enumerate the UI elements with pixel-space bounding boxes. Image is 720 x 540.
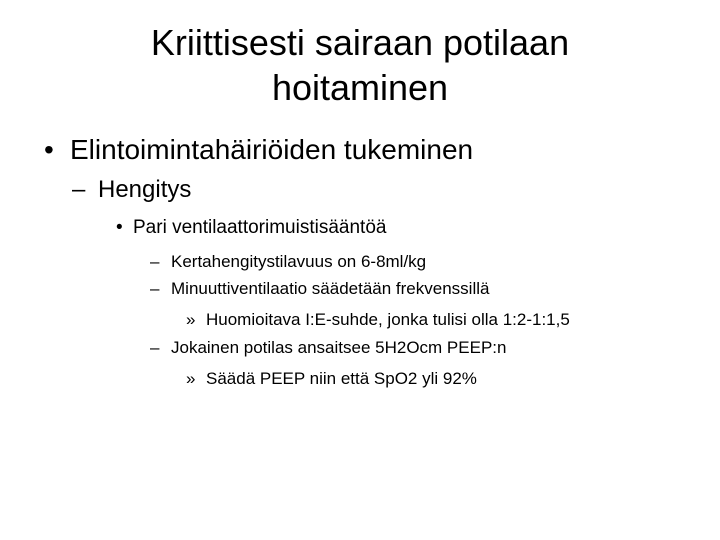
- title-line-1: Kriittisesti sairaan potilaan: [150, 22, 570, 63]
- dash-marker: –: [150, 279, 160, 298]
- bullet-level-4: [150, 251, 426, 273]
- bullet-text: Elintoimintahäiriöiden tukeminen: [70, 134, 474, 165]
- bullet-level-4: [150, 278, 489, 300]
- bullet-marker: •: [44, 134, 54, 165]
- guillemet-marker: »: [186, 310, 196, 329]
- dash-marker: –: [150, 338, 160, 357]
- bullet-text: Huomioitava I:E-suhde, jonka tulisi olla 1:2-1:1,5: [206, 310, 570, 329]
- bullet-text: Minuuttiventilaatio säädetään frekvenssillä: [171, 279, 490, 298]
- dash-marker: –: [72, 176, 86, 203]
- bullet-text: Säädä PEEP niin että SpO2 yli 92%: [206, 369, 477, 388]
- bullet-level-5: [186, 309, 570, 331]
- bullet-text: Hengitys: [98, 176, 192, 203]
- bullet-level-5: [186, 368, 477, 390]
- bullet-level-2: [72, 175, 191, 205]
- bullet-marker: •: [116, 217, 123, 238]
- bullet-level-4: [150, 337, 506, 359]
- title-line-2: hoitaminen: [271, 67, 449, 108]
- bullet-level-3: [116, 216, 386, 240]
- bullet-text: Pari ventilaattorimuistisääntöä: [133, 217, 387, 238]
- bullet-text: Jokainen potilas ansaitsee 5H2Ocm PEEP:n: [171, 338, 507, 357]
- guillemet-marker: »: [186, 369, 196, 388]
- bullet-level-1: [44, 133, 473, 167]
- bullet-text: Kertahengitystilavuus on 6-8ml/kg: [171, 252, 427, 271]
- slide-title: [0, 20, 720, 110]
- dash-marker: –: [150, 252, 160, 271]
